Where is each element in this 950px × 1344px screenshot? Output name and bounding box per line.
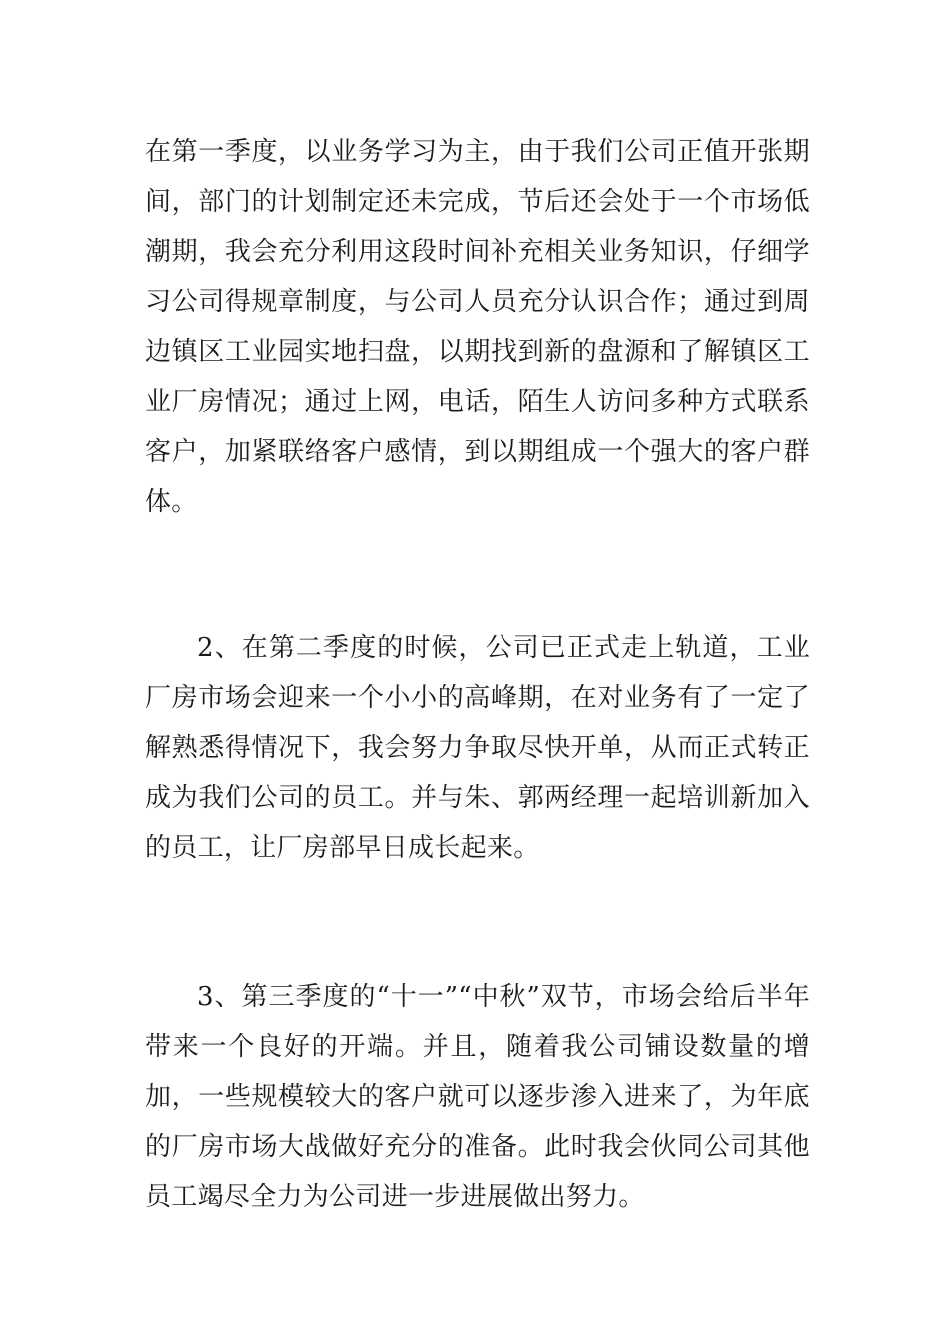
paragraph-q1-plan: 在第一季度，以业务学习为主，由于我们公司正值开张期间，部门的计划制定还未完成，节后还会处于一个市场低潮期，我会充分利用这段时间补充相关业务知识，仔细学习公司得规章制度，与公司人员充分认识合作；通过到周边镇区工业园实地扫盘，以期找到新的盘源和了解镇区工业厂房情况；通过上网，电话，陌生人访问多种方式联系客户，加紧联络客户感情，到以期组成一个强大的客户群体。 — [145, 137, 810, 517]
paragraph-q2-plan: 2、在第二季度的时候，公司已正式走上轨道，工业厂房市场会迎来一个小小的高峰期，在对业务有了一定了解熟悉得情况下，我会努力争取尽快开单，从而正式转正成为我们公司的员工。并与朱、郭两经理一起培训新加入的员工，让厂房部早日成长起来。 — [145, 633, 810, 863]
paragraph-q3-plan: 3、第三季度的“十一”“中秋”双节，市场会给后半年带来一个良好的开端。并且，随着我公司铺设数量的增加，一些规模较大的客户就可以逐步渗入进来了，为年底的厂房市场大战做好充分的准备。此时我会伙同公司其他员工竭尽全力为公司进一步进展做出努力。 — [145, 982, 810, 1212]
